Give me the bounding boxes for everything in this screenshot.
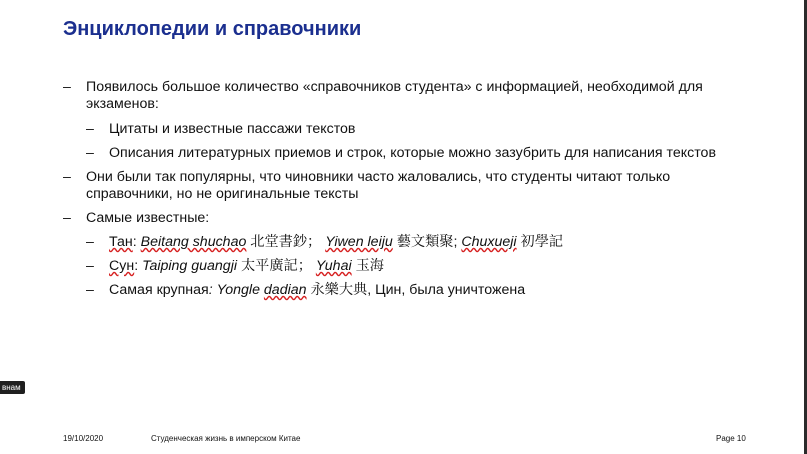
tang-title-3: Chuxueji	[461, 234, 517, 250]
tang-title-3-cn: 初學記	[516, 234, 564, 250]
tang-title-2-cn: 藝文類聚;	[392, 234, 462, 250]
footer-title: Студенческая жизнь в имперском Китае	[151, 434, 301, 443]
colon: :	[134, 258, 143, 274]
largest-rest: , Цин, была уничтожена	[367, 282, 526, 298]
song-label: Сун	[109, 258, 135, 274]
sub-bullet-song	[109, 258, 384, 275]
sub-bullet-dash: –	[86, 258, 94, 274]
bullet-2-line-1: Они были так популярны, что чиновники часто жаловались, что студенты читают только	[86, 169, 671, 185]
bullet-2-line-2: справочники, но не оригинальные тексты	[86, 186, 359, 202]
song-title-1: Taiping guangji	[142, 258, 238, 274]
sub-bullet-dash: –	[86, 234, 94, 250]
bullet-1-line-2: экзаменов:	[86, 96, 159, 112]
colon: :	[132, 234, 141, 250]
bullet-dash: –	[63, 169, 71, 185]
footer-page-number: Page 10	[716, 434, 746, 443]
largest-label: Самая крупная	[109, 282, 209, 298]
tang-title-1: Beitang shuchao	[140, 234, 247, 250]
sub-bullet-tang	[109, 234, 563, 251]
footer-date: 19/10/2020	[63, 434, 104, 443]
bullet-dash: –	[63, 79, 71, 95]
bullet-1-line-1: Появилось большое количество «справочников студента» с информацией, необходимой для	[86, 79, 703, 95]
tang-label: Тан	[109, 234, 133, 250]
slide-title: Энциклопедии и справочники	[63, 18, 362, 40]
song-title-2-cn: 玉海	[351, 258, 384, 274]
tang-title-1-cn: 北堂書鈔；	[246, 234, 322, 250]
largest-title-cn: 永樂大典	[306, 282, 368, 298]
colon: :	[208, 282, 217, 298]
sub-bullet-largest	[109, 282, 525, 299]
tang-title-2: Yiwen leiju	[325, 234, 393, 250]
song-title-1-cn: 太平廣記；	[237, 258, 312, 274]
sub-bullet-quotes: Цитаты и известные пассажи текстов	[109, 121, 356, 137]
bullet-3: Самые известные:	[86, 210, 210, 226]
sub-bullet-dash: –	[86, 282, 94, 298]
sub-bullet-descriptions: Описания литературных приемов и строк, которые можно зазубрить для написания текстов	[109, 145, 716, 161]
sub-bullet-dash: –	[86, 145, 94, 161]
sub-bullet-dash: –	[86, 121, 94, 137]
song-title-2: Yuhai	[315, 258, 352, 274]
largest-title: Yongle dadian	[216, 282, 307, 298]
side-name-label: внам	[0, 381, 25, 394]
bullet-dash: –	[63, 210, 71, 226]
